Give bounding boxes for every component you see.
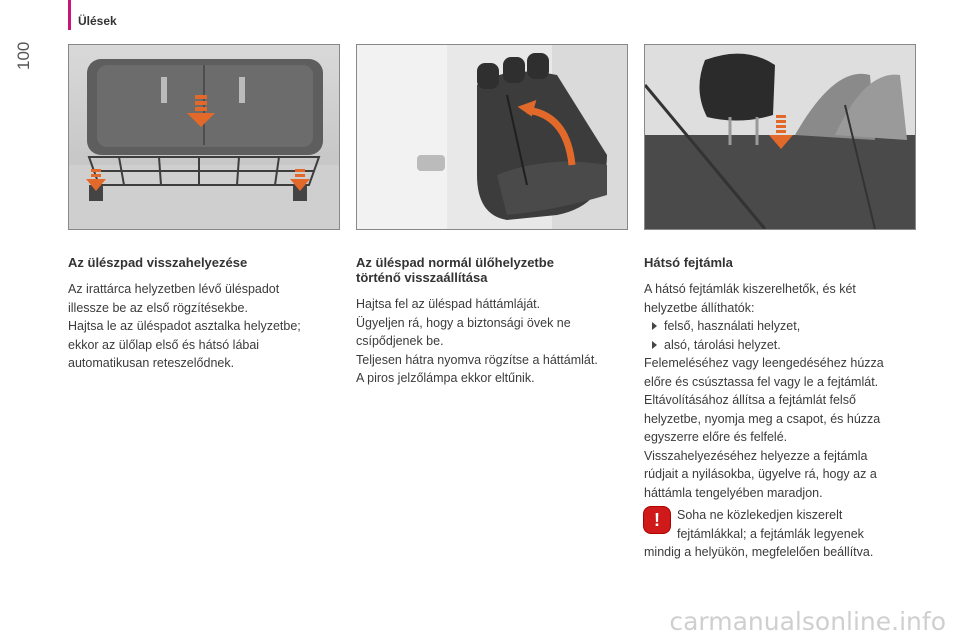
- body-line: ekkor az ülőlap első és hátsó lábai: [68, 337, 260, 352]
- rear-headrest-icon: [645, 45, 915, 229]
- body-line: háttámla tengelyében maradjon.: [644, 485, 823, 500]
- section-title: Ülések: [78, 14, 117, 28]
- body-line: egyszerre előre és felfelé.: [644, 430, 788, 444]
- figure-backrest: [356, 44, 628, 230]
- watermark: carmanualsonline.info: [669, 607, 946, 636]
- warning-line: fejtámlákkal; a fejtámlák legyenek: [677, 526, 864, 541]
- section-heading: [356, 255, 626, 285]
- figure-headrest: [644, 44, 916, 230]
- heading-line: történő visszaállítása: [356, 270, 488, 285]
- body-line: Felemeléséhez vagy leengedéséhez húzza: [644, 356, 884, 370]
- section-repositioning-bench: [68, 255, 338, 373]
- warning-line: Soha ne közlekedjen kiszerelt: [677, 508, 843, 522]
- page-number: 100: [14, 41, 33, 70]
- section-rear-headrest: [644, 255, 914, 502]
- body-line: Hajtsa fel az üléspad háttámláját.: [356, 297, 541, 311]
- body-line: illessze be az első rögzítésekbe.: [68, 300, 248, 315]
- body-line: A hátsó fejtámlák kiszerelhetők, és két: [644, 282, 856, 296]
- body-line: helyzetbe, nyomja meg a csapot, és húzza: [644, 411, 881, 426]
- section-heading: Hátsó fejtámla: [644, 255, 733, 270]
- body-line: Visszahelyezéséhez helyezze a fejtámla: [644, 448, 868, 463]
- rear-bench-backrest-icon: [357, 45, 627, 229]
- body-line: Hajtsa le az üléspadot asztalka helyzetbe;: [68, 319, 301, 333]
- section-accent-bar: [68, 0, 71, 30]
- body-line: csípődjenek be.: [356, 334, 444, 348]
- figure-seat-cushion: [68, 44, 340, 230]
- heading-line: Az üléspad normál ülőhelyzetbe: [356, 255, 554, 270]
- exclamation-warning-icon: !: [644, 507, 670, 533]
- body-line: előre és csúsztassa fel vagy le a fejtámlát.: [644, 374, 879, 389]
- body-line: Teljesen hátra nyomva rögzítse a háttámlát.: [356, 352, 598, 367]
- warning-line: mindig a helyükön, megfelelően beállítva.: [644, 545, 874, 559]
- list-item: felső, használati helyzet,: [644, 317, 914, 336]
- section-heading: Az ülészpad visszahelyezése: [68, 255, 248, 270]
- body-line: automatikusan reteszelődnek.: [68, 356, 235, 370]
- body-line: Ügyeljen rá, hogy a biztonsági övek ne: [356, 315, 571, 330]
- position-list: [644, 317, 914, 354]
- body-line: helyzetbe állíthatók:: [644, 300, 755, 315]
- section-normal-seating-position: [356, 255, 626, 388]
- body-line: rúdjait a nyilásokba, ügyelve rá, hogy az a: [644, 467, 877, 481]
- warning-note: [644, 506, 914, 562]
- body-line: Az irattárca helyzetben lévő üléspadot: [68, 282, 280, 296]
- list-item: alsó, tárolási helyzet.: [644, 336, 914, 355]
- body-line: Eltávolításához állítsa a fejtámlát felső: [644, 393, 856, 407]
- rear-bench-seat-cushion-icon: [69, 45, 339, 229]
- body-line: A piros jelzőlámpa ekkor eltűnik.: [356, 371, 535, 385]
